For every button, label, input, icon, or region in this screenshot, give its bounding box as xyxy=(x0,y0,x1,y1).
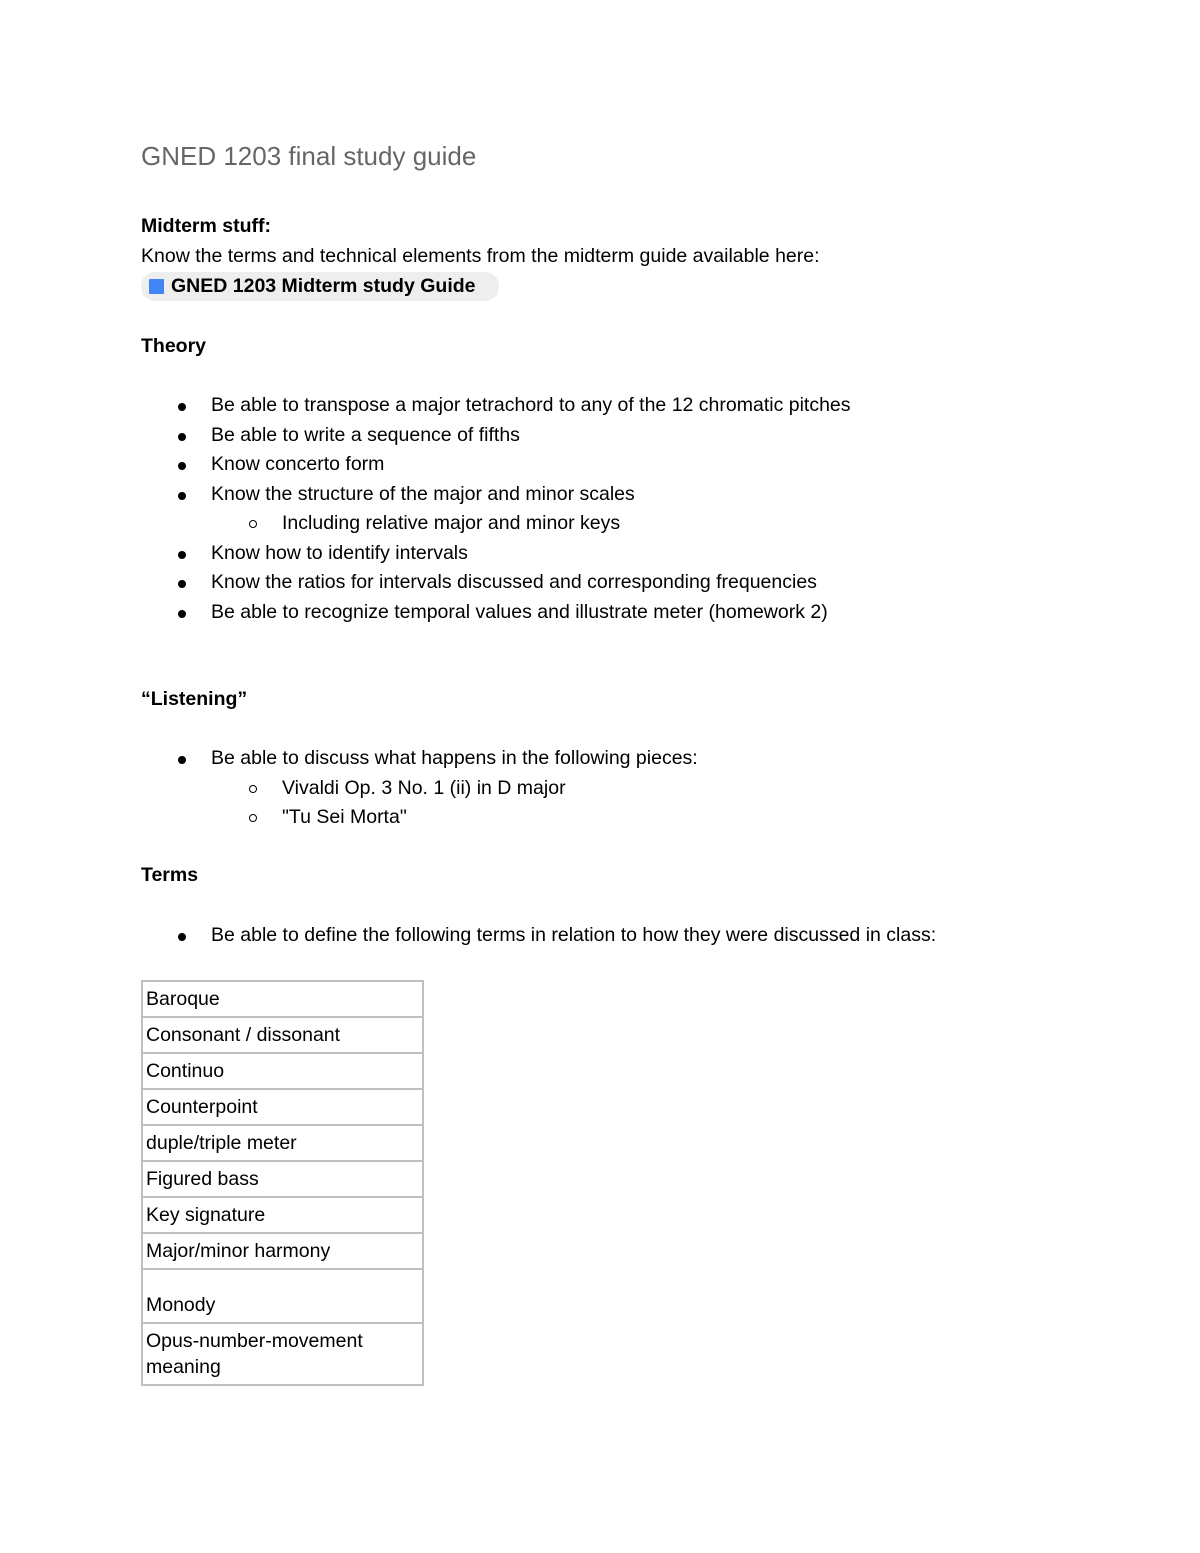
list-item: Know how to identify intervals xyxy=(141,539,851,569)
table-cell: Baroque xyxy=(142,981,423,1017)
bullet-icon xyxy=(178,462,186,470)
hollow-bullet-icon xyxy=(249,520,257,528)
bullet-icon xyxy=(178,551,186,559)
bullet-icon xyxy=(178,756,186,764)
theory-list xyxy=(141,391,851,627)
table-row xyxy=(142,1017,423,1053)
theory-heading: Theory xyxy=(141,335,207,357)
list-item: Be able to define the following terms in relation to how they were discussed in class: xyxy=(141,921,936,951)
terms-heading: Terms xyxy=(141,864,199,886)
table-row xyxy=(142,1269,423,1323)
bullet-icon xyxy=(178,403,186,411)
bullet-icon xyxy=(178,933,186,941)
list-item: Be able to recognize temporal values and illustrate meter (homework 2) xyxy=(141,598,851,628)
midterm-guide-link-label[interactable]: GNED 1203 Midterm study Guide xyxy=(171,275,476,297)
list-item: Be able to write a sequence of fifths xyxy=(141,421,851,451)
terms-list xyxy=(141,921,936,951)
list-item: Be able to discuss what happens in the following pieces: xyxy=(141,744,698,774)
table-row xyxy=(142,1053,423,1089)
table-row xyxy=(142,1125,423,1161)
table-row xyxy=(142,1089,423,1125)
table-cell: Continuo xyxy=(142,1053,423,1089)
hollow-bullet-icon xyxy=(249,814,257,822)
table-cell: Counterpoint xyxy=(142,1089,423,1125)
bullet-icon xyxy=(178,492,186,500)
table-row xyxy=(142,981,423,1017)
list-item: Be able to transpose a major tetrachord to any of the 12 chromatic pitches xyxy=(141,391,851,421)
midterm-heading: Midterm stuff: xyxy=(141,215,271,237)
list-item: Know the ratios for intervals discussed and corresponding frequencies xyxy=(141,568,851,598)
table-cell: duple/triple meter xyxy=(142,1125,423,1161)
listening-heading: “Listening” xyxy=(141,688,248,710)
bullet-icon xyxy=(178,433,186,441)
terms-table xyxy=(141,980,424,1386)
table-cell: Consonant / dissonant xyxy=(142,1017,423,1053)
listening-list xyxy=(141,744,698,833)
table-cell: Monody xyxy=(142,1269,423,1323)
table-row xyxy=(142,1323,423,1385)
table-cell: Major/minor harmony xyxy=(142,1233,423,1269)
sub-list-item: Vivaldi Op. 3 No. 1 (ii) in D major xyxy=(141,774,698,804)
doc-icon xyxy=(149,279,164,294)
list-item: Know the structure of the major and minor scales xyxy=(141,480,851,510)
table-row xyxy=(142,1161,423,1197)
table-row xyxy=(142,1197,423,1233)
hollow-bullet-icon xyxy=(249,785,257,793)
table-cell: Key signature xyxy=(142,1197,423,1233)
list-item: Know concerto form xyxy=(141,450,851,480)
bullet-icon xyxy=(178,610,186,618)
table-cell: Figured bass xyxy=(142,1161,423,1197)
bullet-icon xyxy=(178,580,186,588)
table-row xyxy=(142,1233,423,1269)
sub-list-item: Including relative major and minor keys xyxy=(141,509,851,539)
midterm-guide-link-chip[interactable] xyxy=(141,272,499,301)
document-title: GNED 1203 final study guide xyxy=(141,141,477,171)
midterm-text: Know the terms and technical elements from the midterm guide available here: xyxy=(141,245,820,267)
table-cell: Opus-number-movement meaning xyxy=(142,1323,423,1385)
sub-list-item: "Tu Sei Morta" xyxy=(141,803,698,833)
